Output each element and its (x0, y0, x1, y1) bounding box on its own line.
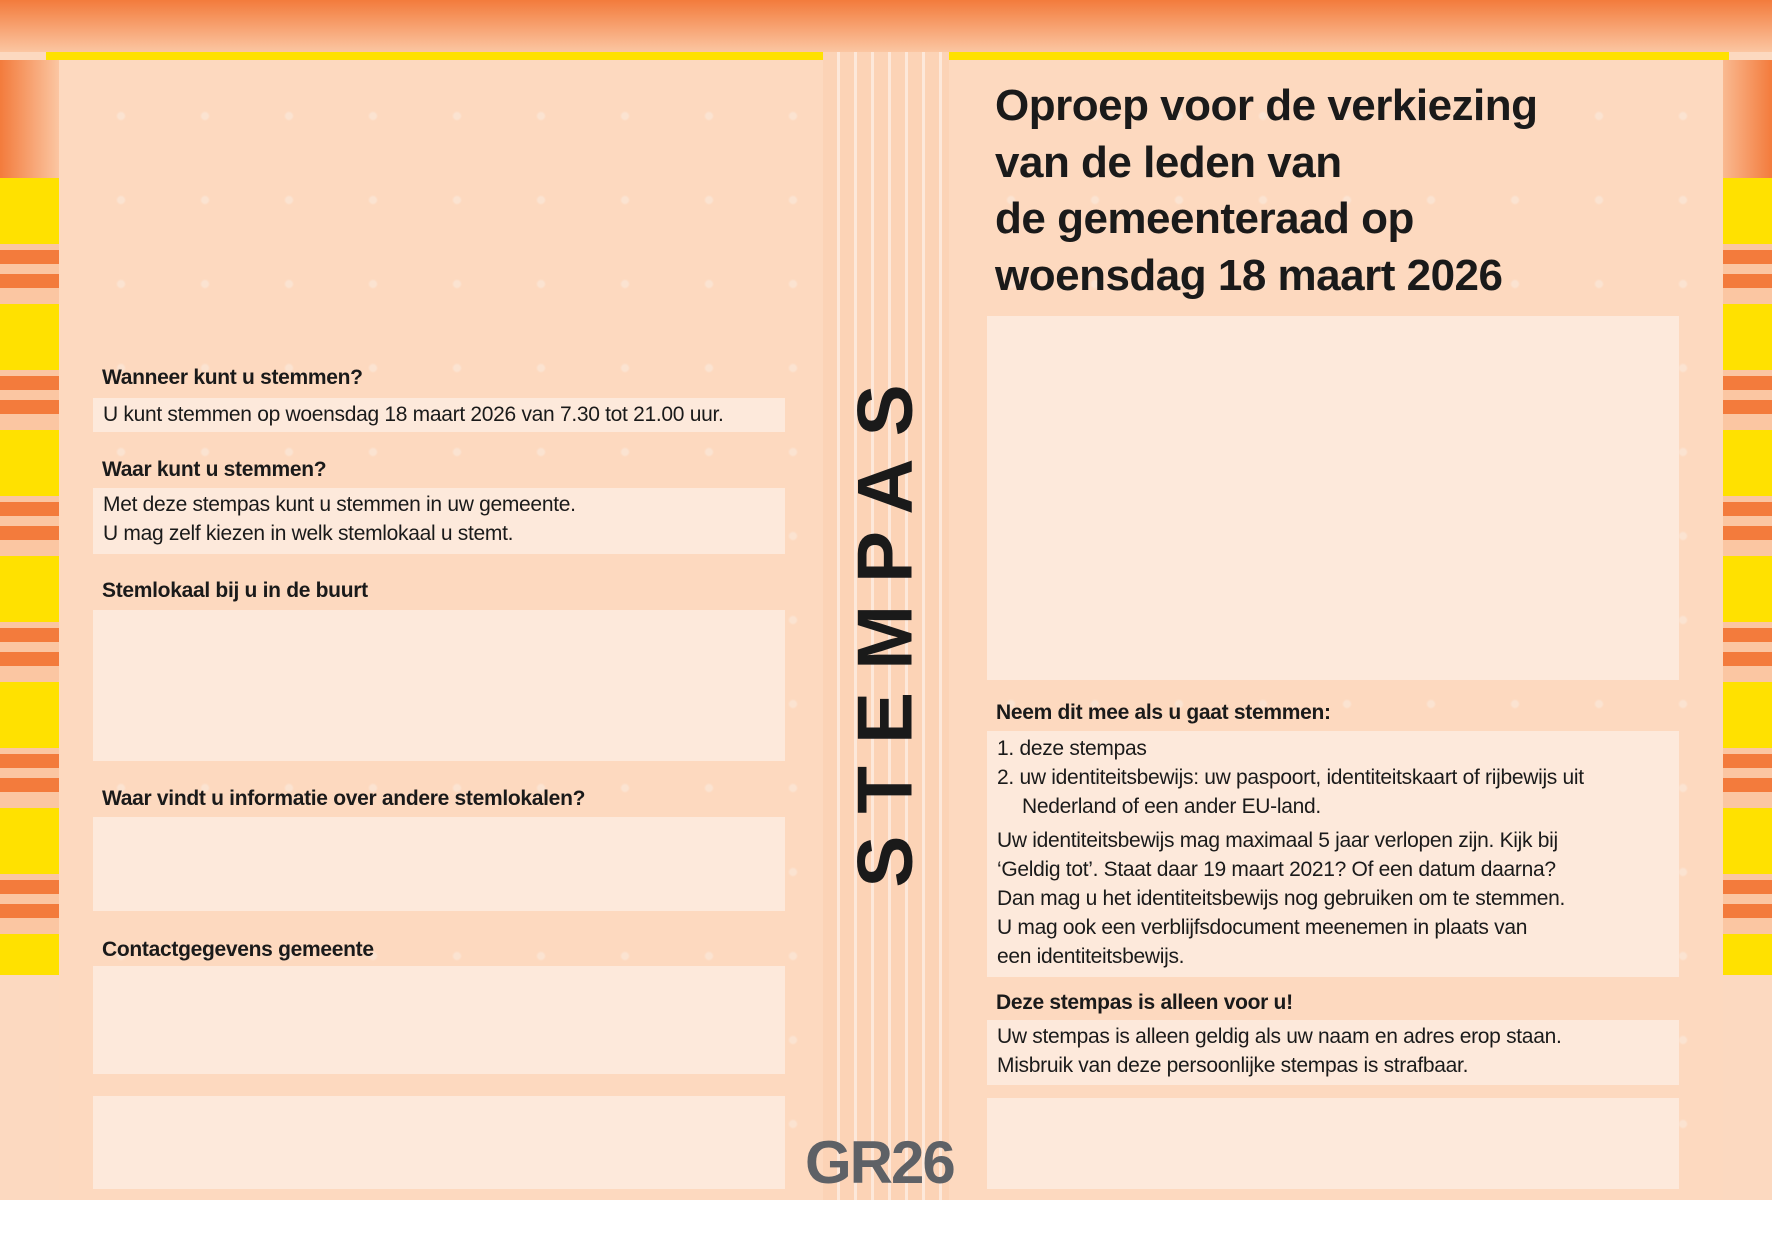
address-box (93, 1096, 785, 1189)
note-line: Uw identiteitsbewijs mag maximaal 5 jaar verlopen zijn. Kijk bij (997, 829, 1558, 852)
id-note (997, 826, 1669, 971)
where-text: Met deze stempas kunt u stemmen in uw gemeente. (103, 493, 576, 516)
heading-other-stations: Waar vindt u informatie over andere stemlokalen? (102, 787, 586, 810)
bring-list (997, 734, 1669, 821)
heading-bring: Neem dit mee als u gaat stemmen: (996, 701, 1331, 724)
stempas-label: STEMPAS (840, 362, 929, 888)
title-line: Oproep voor de verkiezing (995, 81, 1538, 130)
title-line: van de leden van (995, 137, 1342, 187)
only-you-box (987, 1020, 1679, 1085)
only-you-text: Uw stempas is alleen geldig als uw naam en adres erop staan. (997, 1025, 1562, 1048)
where-text: U mag zelf kiezen in welk stemlokaal u stemt. (103, 522, 514, 545)
only-you-text: Misbruik van deze persoonlijke stempas is strafbaar. (997, 1054, 1469, 1077)
heading-only-you: Deze stempas is alleen voor u! (996, 991, 1293, 1014)
heading-nearby-station: Stemlokaal bij u in de buurt (102, 579, 368, 602)
when-text: U kunt stemmen op woensdag 18 maart 2026 van 7.30 tot 21.00 uur. (103, 403, 724, 426)
voter-details-box (987, 316, 1679, 680)
note-line: Dan mag u het identiteitsbewijs nog gebruiken om te stemmen. (997, 887, 1565, 910)
heading-when: Wanneer kunt u stemmen? (102, 366, 363, 389)
note-line: ‘Geldig tot’. Staat daar 19 maart 2021? Of een datum daarna? (997, 858, 1556, 881)
heading-where: Waar kunt u stemmen? (102, 458, 327, 481)
yellow-border-right (949, 52, 1729, 60)
page-title (995, 78, 1538, 304)
note-line: een identiteitsbewijs. (997, 945, 1185, 968)
list-item: 2. uw identiteitsbewijs: uw paspoort, identiteitskaart of rijbewijs uit Nederland of een ander EU-land. (997, 766, 1584, 818)
barcode-box (987, 1098, 1679, 1189)
heading-contact: Contactgegevens gemeente (102, 938, 374, 961)
note-line: U mag ook een verblijfsdocument meenemen in plaats van (997, 916, 1528, 939)
left-border (0, 60, 59, 975)
top-border (0, 0, 1772, 52)
bring-box (987, 731, 1679, 977)
list-item: 1. deze stempas (997, 737, 1147, 760)
when-box (93, 398, 785, 432)
contact-box (93, 966, 785, 1074)
where-box (93, 488, 785, 554)
other-stations-box (93, 817, 785, 911)
title-line: de gemeenteraad op (995, 194, 1414, 243)
yellow-border-left (46, 52, 823, 60)
election-code: GR26 (805, 1129, 954, 1196)
title-line: woensdag 18 maart 2026 (995, 250, 1503, 300)
nearby-station-box (93, 610, 785, 761)
